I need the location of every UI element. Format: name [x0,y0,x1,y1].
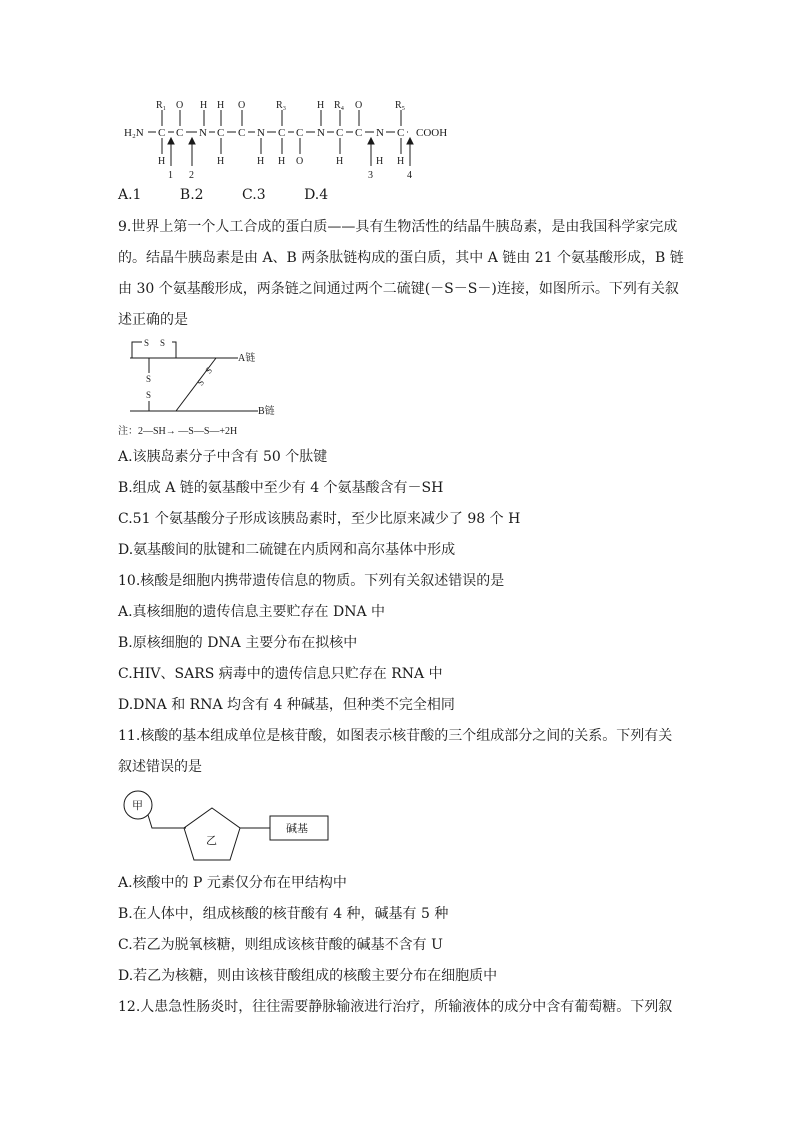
atom: N [257,127,265,139]
bottom-group: H [257,156,265,167]
q9-stem-line: 述正确的是 [118,312,188,328]
top-group: O [355,100,363,111]
base-label: 碱基 [286,823,308,835]
bottom-group: O [296,156,304,167]
bottom-group: H [158,156,166,167]
sulfur-atom: S [195,377,207,388]
sulfur-atom: S [146,390,152,400]
q9-stem-line: 的。结晶牛胰岛素是由 A、B 两条肽链构成的蛋白质，其中 A 链由 21 个氨基酸形成，B 链 [118,250,684,266]
pentose-label: 乙 [206,835,217,847]
sulfur-atom: S [146,374,152,384]
amino-terminus: H₂N [124,127,144,139]
q10-option-c[interactable]: C.HIV、SARS 病毒中的遗传信息只贮存在 RNA 中 [118,666,443,682]
top-group: O [238,100,246,111]
diagram-note: 注：2—SH→ —S—S—+2H [118,426,238,437]
atom: C [296,127,304,139]
q10-stem: 10.核酸是细胞内携带遗传信息的物质。下列有关叙述错误的是 [118,573,505,589]
atom: C [336,127,344,139]
arrow-label: 2 [189,170,194,180]
atom: C [176,127,184,139]
q9-option-c[interactable]: C.51 个氨基酸分子形成该胰岛素时，至少比原来减少了 98 个 H [118,511,521,527]
q11-stem-line: 11.核酸的基本组成单位是核苷酸，如图表示核苷酸的三个组成部分之间的关系。下列有关 [118,728,673,744]
sulfur-atom: S [203,365,215,376]
q11-option-c[interactable]: C.若乙为脱氧核糖，则组成该核苷酸的碱基不含有 U [118,937,443,953]
q11-option-a[interactable]: A.核酸中的 P 元素仅分布在甲结构中 [118,875,347,891]
top-group: H [317,100,325,111]
q9-stem-line: 由 30 个氨基酸形成，两条链之间通过两个二硫键(－S－S－)连接，如图所示。下列有关叙 [118,281,679,297]
peptide-structural-formula [118,96,458,180]
q10-option-a[interactable]: A.真核细胞的遗传信息主要贮存在 DNA 中 [118,604,386,620]
option-b[interactable]: B.2 [179,187,204,203]
sulfur-atom: S [144,338,150,348]
q9-option-a[interactable]: A.该胰岛素分子中含有 50 个肽键 [118,449,328,465]
q9-stem-line: 9.世界上第一个人工合成的蛋白质——具有生物活性的结晶牛胰岛素，是由我国科学家完成 [118,219,678,235]
q8-options [118,186,362,204]
option-c[interactable]: C.3 [242,187,266,203]
q9-option-d[interactable]: D.氨基酸间的肽键和二硫键在内质网和高尔基体中形成 [118,542,456,558]
bottom-group: H [217,156,225,167]
bottom-group: H [376,156,384,167]
chain-b-label: B链 [258,406,275,417]
top-group: R₄ [334,100,345,111]
arrow-label: 4 [407,170,412,180]
q11-stem-line: 叙述错误的是 [118,759,202,775]
q10-option-b[interactable]: B.原核细胞的 DNA 主要分布在拟核中 [118,635,358,651]
top-group: O [176,100,184,111]
q10-option-d[interactable]: D.DNA 和 RNA 均含有 4 种碱基，但种类不完全相同 [118,697,455,713]
top-group: R₁ [156,100,167,111]
chain-a-label: A链 [238,353,256,364]
carboxyl-terminus: COOH [416,127,448,139]
atom: N [199,127,207,139]
top-group: H [217,100,225,111]
nucleotide-diagram [118,786,338,864]
bottom-group: H [278,156,286,167]
atom: C [217,127,225,139]
insulin-disulfide-diagram [118,338,288,438]
atom: C [355,127,363,139]
option-a[interactable]: A.1 [118,187,142,203]
q9-option-b[interactable]: B.组成 A 链的氨基酸中至少有 4 个氨基酸含有－SH [118,480,444,496]
option-d[interactable]: D.4 [304,187,329,203]
bottom-group: H [397,156,405,167]
atom: N [317,127,325,139]
arrow-label: 3 [368,170,373,180]
arrow-label: 1 [168,170,173,180]
sulfur-atom: S [160,338,166,348]
top-group: R₃ [276,100,287,111]
atom: C [278,127,286,139]
atom: C [397,127,405,139]
phosphate-label: 甲 [132,800,143,812]
bottom-group: H [336,156,344,167]
q11-option-d[interactable]: D.若乙为核糖，则由该核苷酸组成的核酸主要分布在细胞质中 [118,968,498,984]
q12-stem: 12.人患急性肠炎时，往往需要静脉输液进行治疗，所输液体的成分中含有葡萄糖。下列叙 [118,999,673,1015]
atom: C [158,127,166,139]
q11-option-b[interactable]: B.在人体中，组成核酸的核苷酸有 4 种，碱基有 5 种 [118,906,449,922]
atom: C [238,127,246,139]
atom: N [376,127,384,139]
top-group: R₅ [395,100,406,111]
top-group: H [200,100,208,111]
